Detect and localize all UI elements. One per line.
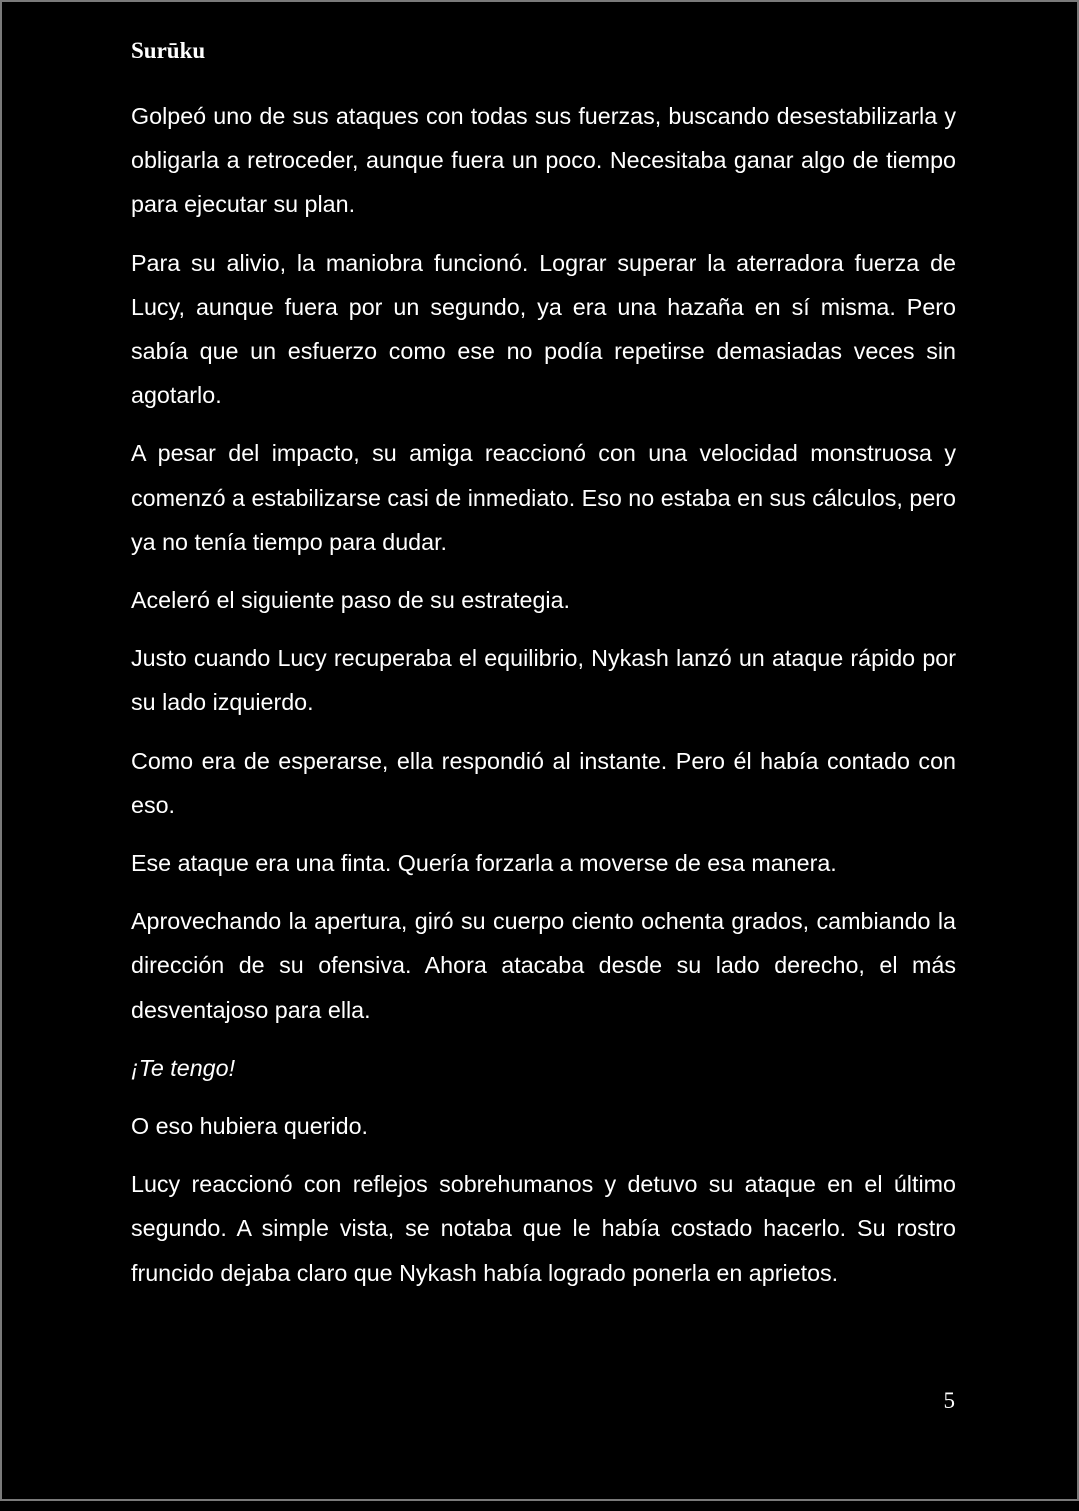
running-header: Surūku xyxy=(131,38,206,63)
paragraph: O eso hubiera querido. xyxy=(131,1113,369,1140)
paragraph: Aprovechando la apertura, giró su cuerpo ciento ochenta grados, cambiando la dirección de su ofensiva. Ahora atacaba desde su lado derecho, el más desventajoso para ella. xyxy=(131,908,956,1023)
paragraph: Golpeó uno de sus ataques con todas sus fuerzas, buscando desestabilizarla y obligarla a retroceder, aunque fuera un poco. Necesitaba ganar algo de tiempo para ejecutar su plan. xyxy=(131,103,956,218)
page-number: 5 xyxy=(943,1388,955,1413)
body-text xyxy=(131,94,956,1309)
italic-thought-paragraph: ¡Te tengo! xyxy=(131,1054,236,1081)
paragraph: Como era de esperarse, ella respondió al instante. Pero él había contado con eso. xyxy=(131,747,956,818)
paragraph: Justo cuando Lucy recuperaba el equilibrio, Nykash lanzó un ataque rápido por su lado izquierdo. xyxy=(131,645,956,716)
paragraph: Aceleró el siguiente paso de su estrategia. xyxy=(131,587,571,614)
paragraph: Ese ataque era una finta. Quería forzarla a moverse de esa manera. xyxy=(131,850,837,877)
paragraph: Para su alivio, la maniobra funcionó. Lograr superar la aterradora fuerza de Lucy, aunque fuera por un segundo, ya era una hazaña en sí misma. Pero sabía que un esfuerzo como ese no podía repetirse demasiadas veces sin agotarlo. xyxy=(131,249,956,409)
paragraph: Lucy reaccionó con reflejos sobrehumanos y detuvo su ataque en el último segundo. A simple vista, se notaba que le había costado hacerlo. Su rostro fruncido dejaba claro que Nykash había logrado ponerla en aprietos. xyxy=(131,1171,956,1286)
paragraph: A pesar del impacto, su amiga reaccionó con una velocidad monstruosa y comenzó a estabilizarse casi de inmediato. Eso no estaba en sus cálculos, pero ya no tenía tiempo para dudar. xyxy=(131,440,956,555)
